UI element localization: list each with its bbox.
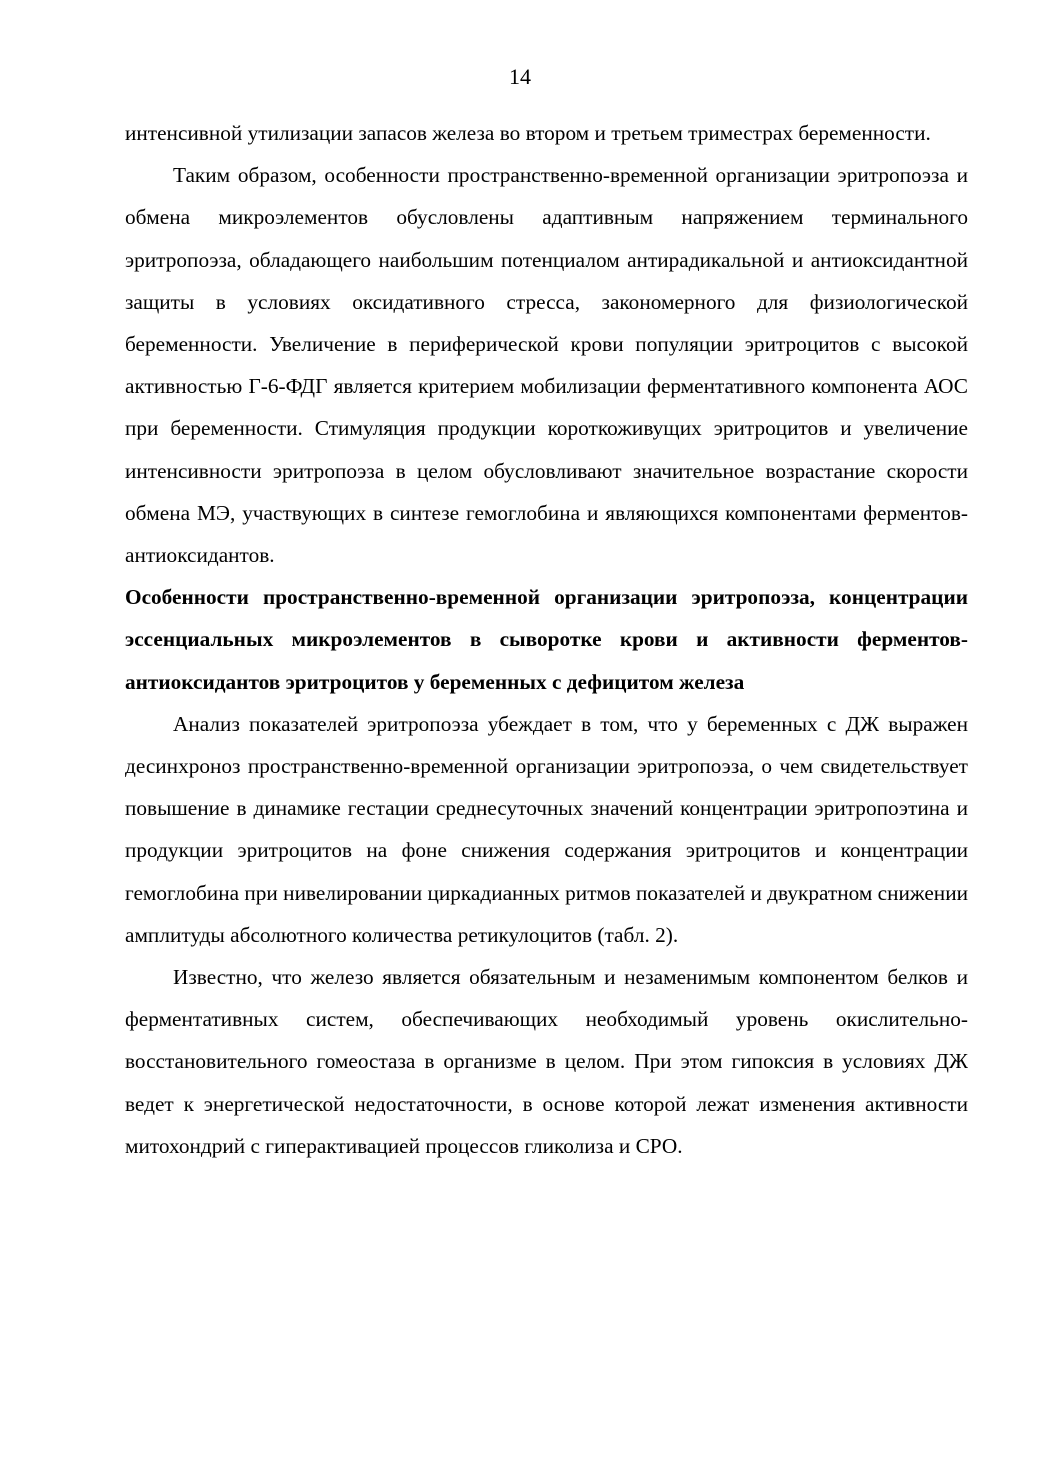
section-heading: Особенности пространственно-временной организации эритропоэза, концентрации эссенциальных микроэлементов в сыворотке крови и активности ферментов-антиоксидантов эритроцитов у беременных с дефицитом железа (125, 585, 968, 694)
paragraph-analysis: Анализ показателей эритропоэза убеждает в том, что у беременных с ДЖ выражен десинхроноз пространственно-временной организации эритропоэза, о чем свидетельствует повышение в динамике гестации среднесуточных значений концентрации эритропоэтина и продукции эритроцитов на фоне снижения содержания эритроцитов и концентрации гемоглобина при нивелировании циркадианных ритмов показателей и двукратном снижении амплитуды абсолютного количества ретикулоцитов (табл. 2). (125, 711, 968, 947)
body-text (125, 112, 968, 1167)
paragraph-iron-role: Известно, что железо является обязательным и незаменимым компонентом белков и ферментативных систем, обеспечивающих необходимый уровень окислительно-восстановительного гомеостаза в организме в целом. При этом гипоксия в условиях ДЖ ведет к энергетической недостаточности, в основе которой лежат изменения активности митохондрий с гиперактивацией процессов гликолиза и СРО. (125, 965, 968, 1158)
paragraph-conclusion: Таким образом, особенности пространственно-временной организации эритропоэза и обмена микроэлементов обусловлены адаптивным напряжением терминального эритропоэза, обладающего наибольшим потенциалом антирадикальной и антиоксидантной защиты в условиях оксидативного стресса, закономерного для физиологической беременности. Увеличение в периферической крови популяции эритроцитов с высокой активностью Г-6-ФДГ является критерием мобилизации ферментативного компонента АОС при беременности. Стимуляция продукции короткоживущих эритроцитов и увеличение интенсивности эритропоэза в целом обусловливают значительное возрастание скорости обмена МЭ, участвующих в синтезе гемоглобина и являющихся компонентами ферментов-антиоксидантов. (125, 163, 968, 568)
page-number: 14 (509, 64, 531, 89)
paragraph-continuation: интенсивной утилизации запасов железа во втором и третьем триместрах беременности. (125, 121, 931, 145)
